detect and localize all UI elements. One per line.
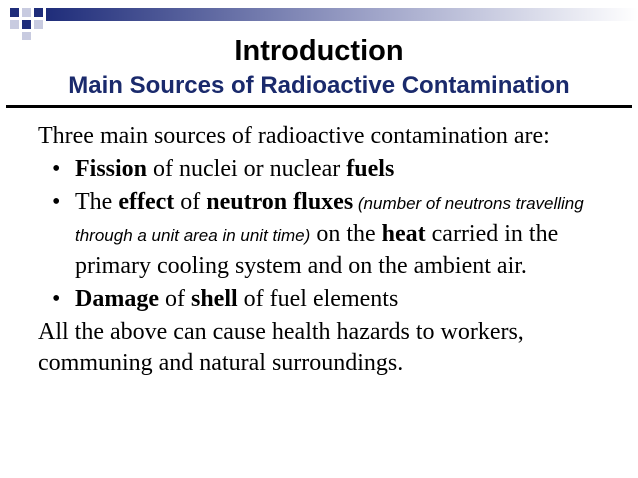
deco-square [10,20,19,29]
slide-subtitle: Main Sources of Radioactive Contamination [68,72,570,99]
bold-term: Fission [75,156,148,182]
text-run: of nuclei or nuclear [147,156,347,182]
bold-term: fuels [346,156,395,182]
intro-text: Three main sources of radioactive contamination are: [38,123,550,149]
bold-term: neutron fluxes [206,189,354,215]
bullet-dot: • [52,189,61,215]
text-run: of [174,189,207,215]
deco-square [34,20,43,29]
text-run: The [75,189,119,215]
header-gradient-bar [46,8,638,21]
bullet-item [38,154,618,185]
bullet-dot: • [52,156,61,182]
text-run: carried in the primary cooling system and on the ambient air. [75,221,559,279]
bullet-item [38,284,618,315]
slide-title: Introduction [234,35,404,67]
definition-note: (number of neutrons travelling through a unit area in unit time) [75,194,584,245]
bold-term: heat [381,221,426,247]
bullet-list [38,154,618,315]
deco-square [34,8,43,17]
bold-term: shell [190,286,238,312]
bold-term: effect [118,189,175,215]
closing-text: All the above can cause health hazards to workers, communing and natural surroundings. [38,319,524,376]
bullet-item [38,187,618,282]
text-run: of [158,286,191,312]
text-run: of fuel elements [237,286,399,312]
deco-square [22,20,31,29]
bullet-dot: • [52,286,61,312]
bold-term: Damage [75,286,159,312]
deco-square [10,8,19,17]
slide-body [38,121,618,379]
text-run: on the [310,221,382,247]
deco-square [22,8,31,17]
title-divider [6,105,632,108]
